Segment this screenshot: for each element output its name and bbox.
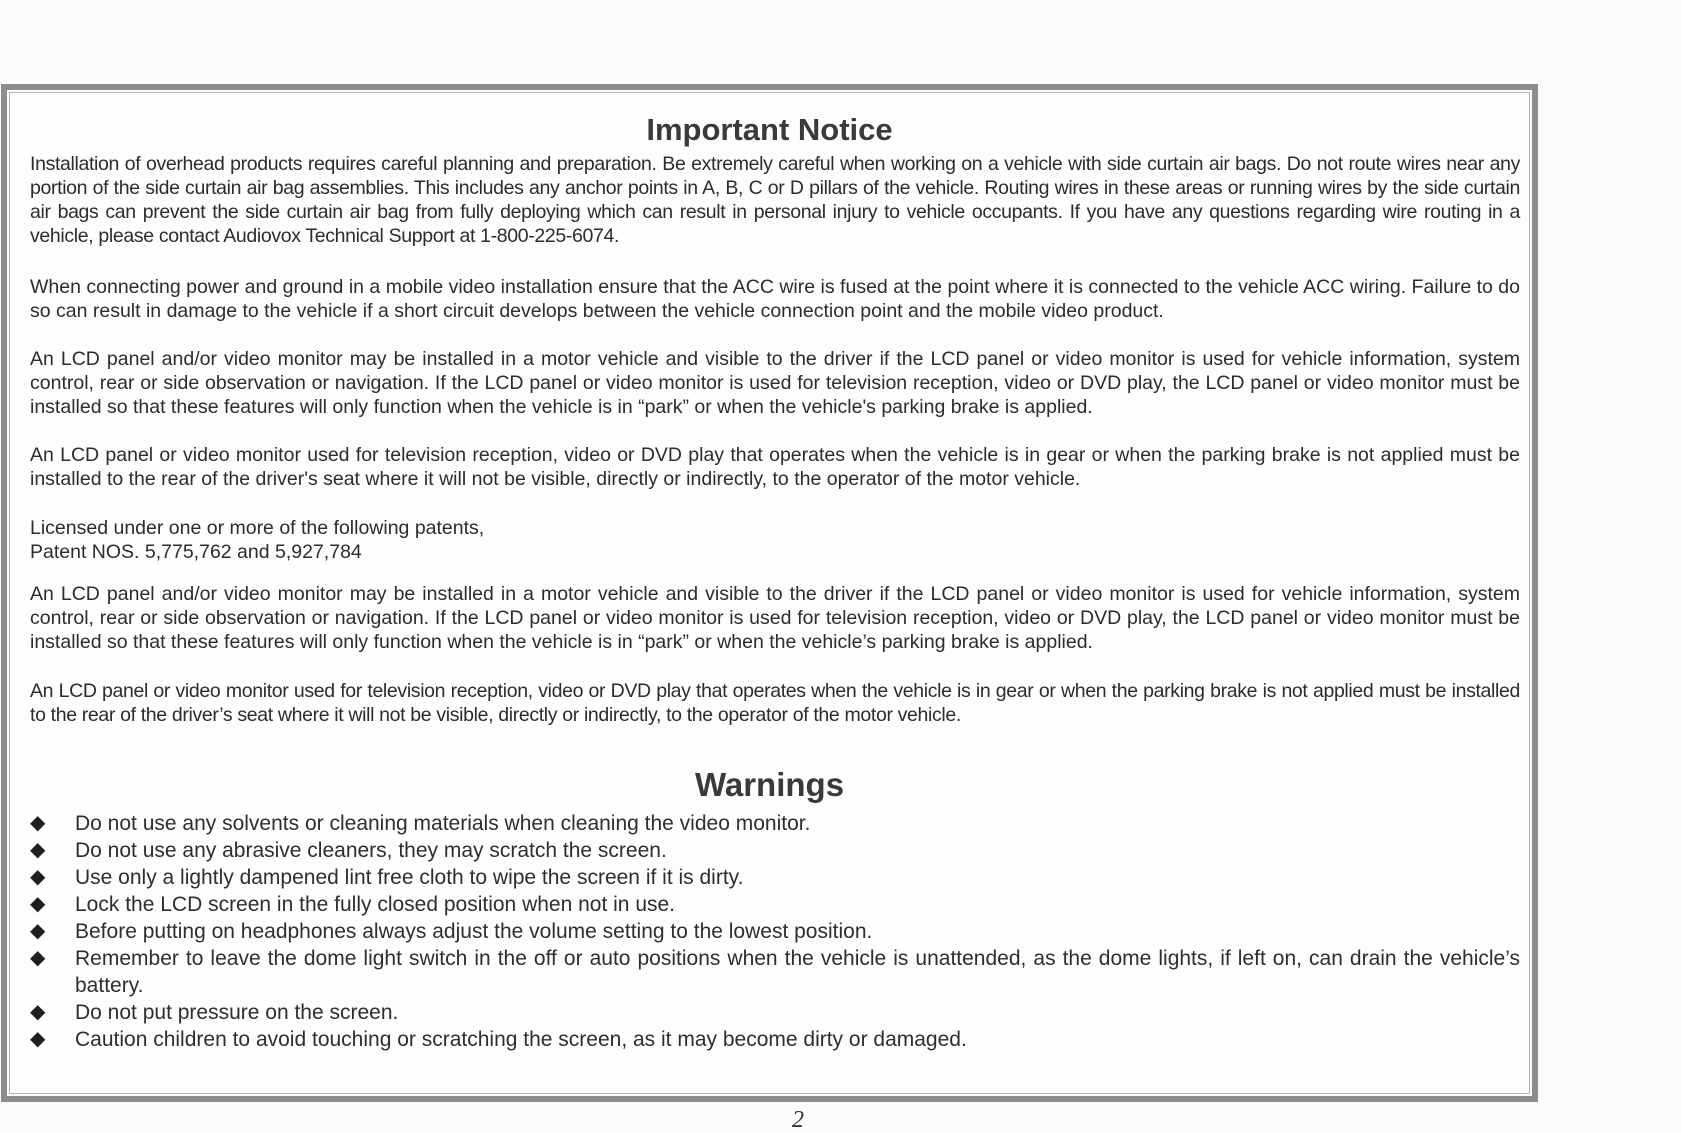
notice-box	[1, 84, 1538, 1102]
notice-paragraph-lcd-rear-repeat: An LCD panel or video monitor used for television reception, video or DVD play that operates when the vehicle is in gear or when the parking brake is not applied must be installed to the rear of the driver’s seat where it will not be visible, directly or indirectly, to the operator of the motor vehicle.	[30, 680, 1520, 726]
diamond-bullet-icon: ◆	[30, 866, 46, 888]
notice-title: Important Notice	[646, 112, 893, 147]
warning-item	[30, 810, 1520, 837]
notice-paragraph-lcd-visible: An LCD panel and/or video monitor may be installed in a motor vehicle and visible to the driver if the LCD panel or video monitor is used for vehicle information, system control, rear or side observation or navigation. If the LCD panel or video monitor is used for television reception, video or DVD play, the LCD panel or video monitor must be installed so that these features will only function when the vehicle is in “park” or when the vehicle's parking brake is applied.	[30, 348, 1520, 418]
diamond-bullet-icon: ◆	[30, 947, 46, 969]
warning-text: Do not use any solvents or cleaning materials when cleaning the video monitor.	[75, 812, 811, 835]
warning-item	[30, 1026, 1520, 1053]
warning-item	[30, 918, 1520, 945]
notice-paragraph-lcd-visible-repeat: An LCD panel and/or video monitor may be installed in a motor vehicle and visible to the driver if the LCD panel or video monitor is used for vehicle information, system control, rear or side observation or navigation. If the LCD panel or video monitor is used for television reception, video or DVD play, the LCD panel or video monitor must be installed so that these features will only function when the vehicle is in “park” or when the vehicle’s parking brake is applied.	[30, 583, 1520, 653]
warning-item	[30, 999, 1520, 1026]
warning-item	[30, 837, 1520, 864]
warning-item	[30, 891, 1520, 918]
warnings-title: Warnings	[694, 766, 845, 803]
diamond-bullet-icon: ◆	[30, 1028, 46, 1050]
warning-text: Do not put pressure on the screen.	[75, 1001, 399, 1024]
notice-paragraph-lcd-rear: An LCD panel or video monitor used for television reception, video or DVD play that operates when the vehicle is in gear or when the parking brake is not applied must be installed to the rear of the driver's seat where it will not be visible, directly or indirectly, to the operator of the motor vehicle.	[30, 444, 1520, 490]
warning-text: Use only a lightly dampened lint free cloth to wipe the screen if it is dirty.	[75, 866, 744, 889]
notice-paragraph-power: When connecting power and ground in a mobile video installation ensure that the ACC wire is fused at the point where it is connected to the vehicle ACC wiring. Failure to do so can result in damage to the vehicle if a short circuit develops between the vehicle connection point and the mobile video product.	[30, 276, 1520, 322]
page-number: 2	[792, 1107, 804, 1133]
diamond-bullet-icon: ◆	[30, 1001, 46, 1023]
warning-text: Before putting on headphones always adjust the volume setting to the lowest position.	[75, 920, 873, 943]
diamond-bullet-icon: ◆	[30, 812, 46, 834]
warning-item	[30, 945, 1520, 999]
diamond-bullet-icon: ◆	[30, 839, 46, 861]
warning-text: Lock the LCD screen in the fully closed position when not in use.	[75, 893, 676, 916]
warning-text: Do not use any abrasive cleaners, they may scratch the screen.	[75, 839, 667, 862]
diamond-bullet-icon: ◆	[30, 893, 46, 915]
notice-paragraph-patents: Licensed under one or more of the following patents, Patent NOS. 5,775,762 and 5,927,784	[30, 517, 485, 563]
diamond-bullet-icon: ◆	[30, 920, 46, 942]
warning-item	[30, 864, 1520, 891]
warning-text: Remember to leave the dome light switch in the off or auto positions when the vehicle is unattended, as the dome lights, if left on, can drain the vehicle’s battery.	[75, 947, 1520, 997]
warning-text: Caution children to avoid touching or scratching the screen, as it may become dirty or damaged.	[75, 1028, 967, 1051]
warnings-list	[30, 810, 1520, 1053]
notice-paragraph-airbag: Installation of overhead products requires careful planning and preparation. Be extremely careful when working on a vehicle with side curtain air bags. Do not route wires near any portion of the side curtain air bag assemblies. This includes any anchor points in A, B, C or D pillars of the vehicle. Routing wires in these areas or running wires by the side curtain air bags can prevent the side curtain air bag from fully deploying which can result in personal injury to vehicle occupants. If you have any questions regarding wire routing in a vehicle, please contact Audiovox Technical Support at 1-800-225-6074.	[30, 153, 1520, 247]
